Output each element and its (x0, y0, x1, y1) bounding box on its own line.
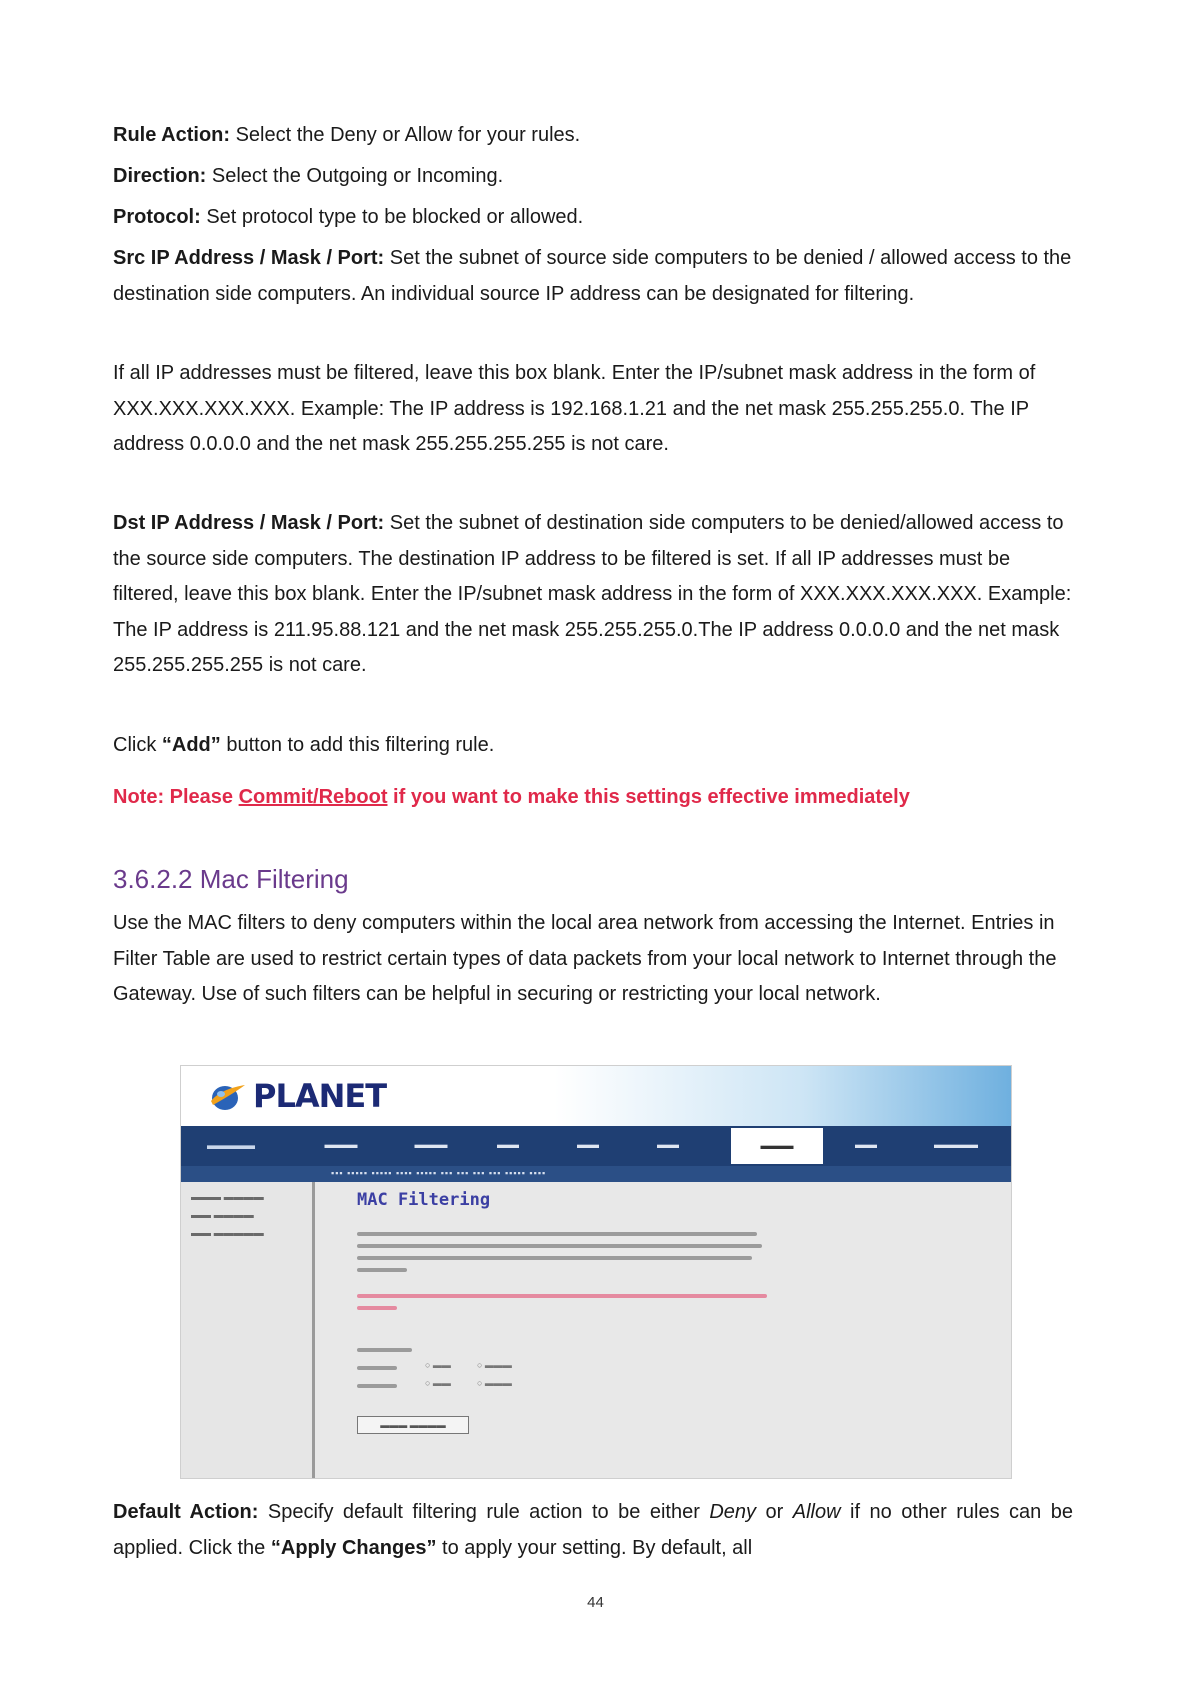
src-note-paragraph (113, 356, 1073, 463)
content-note-line (357, 1306, 397, 1310)
row-label (357, 1384, 397, 1388)
router-screenshot (180, 1065, 1012, 1479)
content-text-line (357, 1256, 752, 1260)
subnav-blur: ▪▪▪ ▪▪▪▪▪ ▪▪▪▪▪ ▪▪▪▪ ▪▪▪▪▪ ▪▪▪ ▪▪▪ ▪▪▪ ▪▪▪ ▪▪▪▪▪ ▪▪▪▪ (331, 1168, 547, 1178)
left-menu-item: ▬▬▬ ▬▬▬▬ (191, 1192, 264, 1203)
screenshot-header (181, 1066, 1011, 1126)
deny-term: Deny (709, 1501, 757, 1523)
radio-option[interactable]: ○ ▬▬ (425, 1378, 451, 1388)
apply-changes-term: “Apply Changes” (270, 1536, 437, 1559)
nav-tab: ▬▬ (577, 1139, 599, 1151)
mac-intro-paragraph (113, 906, 1073, 1013)
nav-tab: ▬▬ (657, 1139, 679, 1151)
dst-ip-label: Dst IP Address / Mask / Port: (113, 512, 385, 534)
planet-globe-icon (207, 1079, 247, 1113)
content-note-line (357, 1294, 767, 1298)
commit-reboot-link[interactable]: Commit/Reboot (238, 786, 388, 808)
or-text: or (756, 1501, 793, 1523)
default-action-text2: if no other rules can be applied. Click the (113, 1501, 1074, 1559)
src-note-text: If all IP addresses must be filtered, leave this box blank. Enter the IP/subnet mask address in the form of XXX.XXX.XXX.XXX. Example: The IP address is 192.168.1.21 and the net mask 255.255.255.0. The IP address 0.0.0.0 and the net mask 255.255.255.255 is not care. (113, 362, 1036, 455)
commit-note (113, 781, 1073, 813)
protocol-label: Protocol: (113, 206, 201, 228)
click-add-pre: Click (113, 734, 162, 756)
section-heading: 3.6.2.2 Mac Filtering (113, 864, 349, 894)
src-ip-label: Src IP Address / Mask / Port: (113, 247, 385, 269)
nav-tab: ▬▬▬ (414, 1139, 448, 1151)
click-add-post: button to add this filtering rule. (220, 734, 495, 756)
direction-label: Direction: (113, 165, 207, 187)
default-action-label: Default Action: (113, 1501, 259, 1523)
default-action-label (357, 1348, 412, 1352)
apply-changes-button[interactable]: ▬▬▬ ▬▬▬▬ (357, 1416, 469, 1434)
dst-ip-paragraph (113, 506, 1073, 684)
content-text-line (357, 1268, 407, 1272)
nav-tab: ▬▬▬▬ (934, 1139, 978, 1151)
radio-option[interactable]: ○ ▬▬▬ (477, 1360, 512, 1370)
allow-term: Allow (792, 1501, 841, 1523)
radio-option[interactable]: ○ ▬▬▬ (477, 1378, 512, 1388)
add-label: “Add” (161, 734, 221, 756)
screenshot-sub-nav (181, 1166, 1011, 1182)
nav-tab: ▬▬ (497, 1139, 519, 1151)
direction-text: Select the Outgoing or Incoming. (206, 165, 504, 187)
nav-tab: ▬▬ (855, 1139, 877, 1151)
logo-text: PLANET (253, 1077, 387, 1115)
rule-action-text: Select the Deny or Allow for your rules. (230, 124, 581, 146)
rule-action-label: Rule Action: (113, 124, 231, 146)
content-text-line (357, 1244, 762, 1248)
direction-paragraph (113, 159, 1073, 195)
dst-ip-text: Set the subnet of destination side computers to be denied/allowed access to the source side computers. The destination IP address to be filtered is set. If all IP addresses must be filtered, leave this box blank. Enter the IP/subnet mask address in the form of XXX.XXX.XXX.XXX. Example: The IP address is 211.95.88.121 and the net mask 255.255.255.0.The IP address 0.0.0.0 and the net mask 255.255.255.255 is not care. (113, 512, 1072, 676)
rule-action-paragraph (113, 118, 1073, 154)
planet-logo (207, 1076, 386, 1116)
default-action-paragraph (113, 1495, 1073, 1566)
page-number: 44 (587, 1594, 604, 1611)
default-action-text3: to apply your setting. By default, all (436, 1536, 753, 1559)
note-pre: Note: Please (113, 786, 239, 808)
radio-option[interactable]: ○ ▬▬ (425, 1360, 451, 1370)
nav-title-blur: ▬▬▬▬ (207, 1138, 255, 1152)
screenshot-left-menu (181, 1182, 315, 1478)
protocol-text: Set protocol type to be blocked or allowed. (200, 206, 584, 228)
note-post: if you want to make this settings effective immediately (387, 786, 910, 808)
default-action-text: Specify default filtering rule action to be either (258, 1501, 710, 1523)
left-menu-item: ▬▬ ▬▬▬▬▬ (191, 1228, 264, 1239)
src-ip-paragraph (113, 241, 1073, 312)
protocol-paragraph (113, 200, 1073, 236)
row-label (357, 1366, 397, 1370)
src-ip-text: Set the subnet of source side computers to be denied / allowed access to the destination side computers. An individual source IP address can be designated for filtering. (113, 247, 1072, 305)
nav-tab-active: ▬▬▬ (731, 1128, 823, 1164)
screenshot-nav-bar (181, 1126, 1011, 1166)
content-title: MAC Filtering (357, 1190, 491, 1210)
nav-tab: ▬▬▬ (324, 1139, 358, 1151)
mac-intro-text: Use the MAC filters to deny computers within the local area network from accessing the Internet. Entries in Filter Table are used to restrict certain types of data packets from your local network to Internet through the Gateway. Use of such filters can be helpful in securing or restricting your local network. (113, 912, 1057, 1005)
content-text-line (357, 1232, 757, 1236)
left-menu-item: ▬▬ ▬▬▬▬ (191, 1210, 254, 1221)
click-add-paragraph (113, 728, 1073, 764)
